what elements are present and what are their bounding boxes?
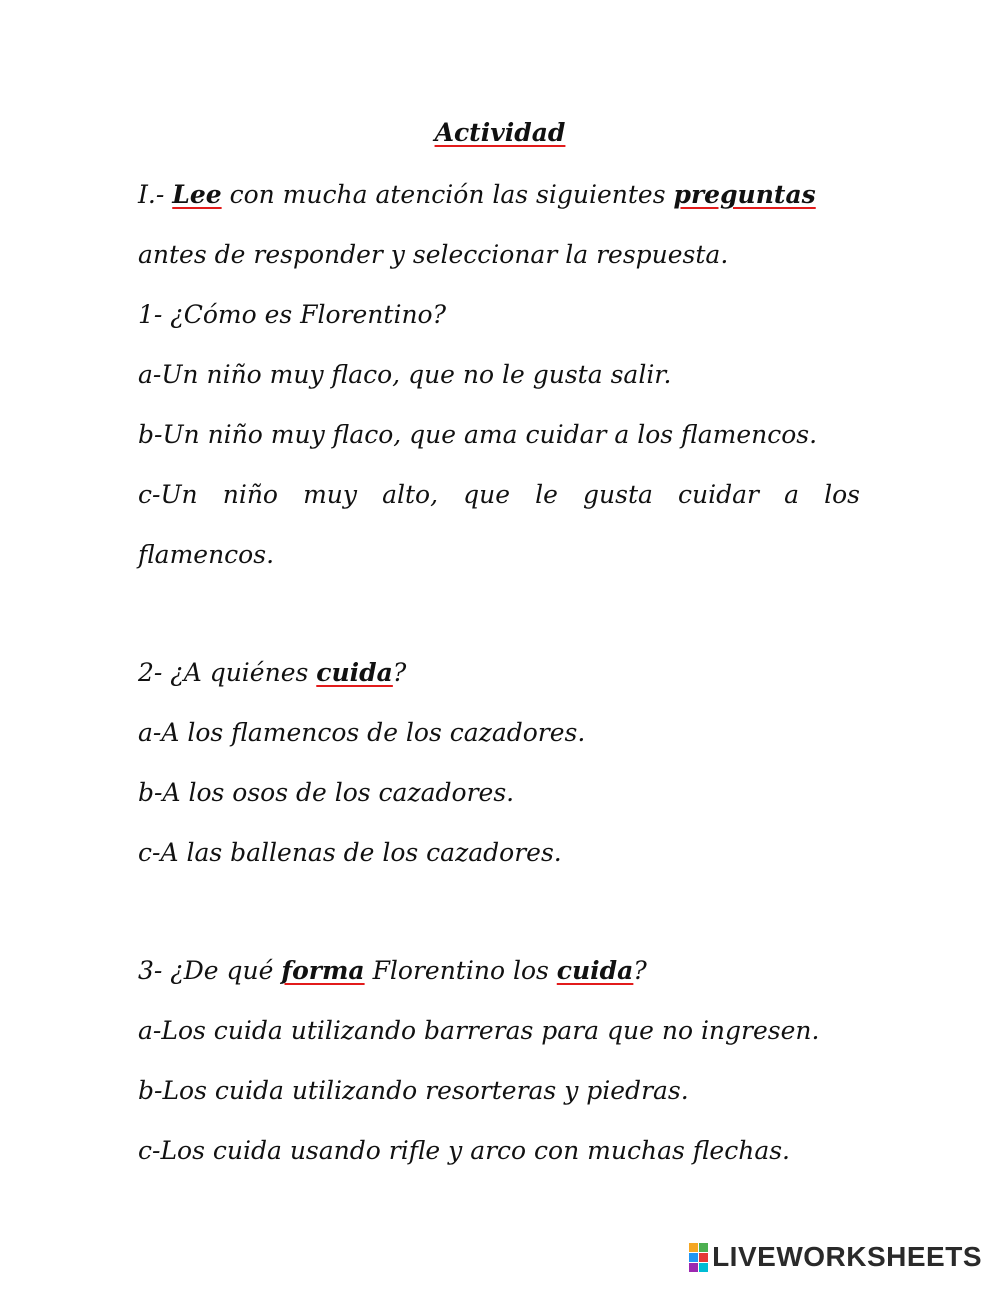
instruction-line-2: antes de responder y seleccionar la respuesta.	[138, 240, 729, 269]
keyword-forma: forma	[281, 956, 365, 985]
option-1c-word: los	[824, 480, 860, 509]
option-1c-word: gusta	[583, 480, 653, 509]
question-3-prefix: 3- ¿De qué	[138, 956, 274, 985]
keyword-lee: Lee	[172, 180, 222, 209]
instruction-line-1	[138, 180, 816, 210]
question-3-suffix: ?	[633, 956, 647, 985]
logo-blocks-icon	[689, 1243, 708, 1272]
title-text: Actividad	[434, 118, 566, 147]
option-1a[interactable]: a-Un niño muy flaco, que no le gusta salir.	[138, 360, 672, 389]
option-1c-word: alto,	[382, 480, 439, 509]
keyword-preguntas: preguntas	[673, 180, 816, 209]
option-1c-word: muy	[303, 480, 357, 509]
keyword-cuida: cuida	[556, 956, 634, 985]
question-2-prefix: 2- ¿A quiénes	[138, 658, 309, 687]
page-title	[0, 118, 1000, 148]
instruction-text: con mucha atención las siguientes	[229, 180, 666, 209]
option-3b[interactable]: b-Los cuida utilizando resorteras y piedras.	[138, 1076, 689, 1105]
question-3-mid: Florentino los	[372, 956, 549, 985]
option-3a[interactable]: a-Los cuida utilizando barreras para que no ingresen.	[138, 1016, 820, 1045]
option-1c-word: le	[535, 480, 558, 509]
option-1c-word: cuidar	[678, 480, 759, 509]
option-1c-word: c-Un	[138, 480, 198, 509]
brand-name: LIVEWORKSHEETS	[712, 1241, 982, 1272]
option-2c[interactable]: c-A las ballenas de los cazadores.	[138, 838, 562, 867]
option-1c-word: que	[463, 480, 511, 509]
question-2	[138, 658, 406, 688]
option-2a[interactable]: a-A los flamencos de los cazadores.	[138, 718, 586, 747]
option-1c[interactable]	[138, 480, 860, 510]
question-2-suffix: ?	[392, 658, 407, 687]
question-3	[138, 956, 647, 986]
option-2b[interactable]: b-A los osos de los cazadores.	[138, 778, 515, 807]
instruction-number: I.-	[138, 180, 165, 209]
option-1c-word: a	[784, 480, 799, 509]
question-1: 1- ¿Cómo es Florentino?	[138, 300, 446, 329]
option-1c-continued[interactable]: flamencos.	[138, 540, 275, 569]
keyword-cuida: cuida	[316, 658, 393, 687]
liveworksheets-logo[interactable]	[689, 1241, 982, 1273]
option-3c[interactable]: c-Los cuida usando rifle y arco con muchas flechas.	[138, 1136, 791, 1165]
option-1b[interactable]: b-Un niño muy flaco, que ama cuidar a los flamencos.	[138, 420, 818, 449]
option-1c-word: niño	[222, 480, 278, 509]
